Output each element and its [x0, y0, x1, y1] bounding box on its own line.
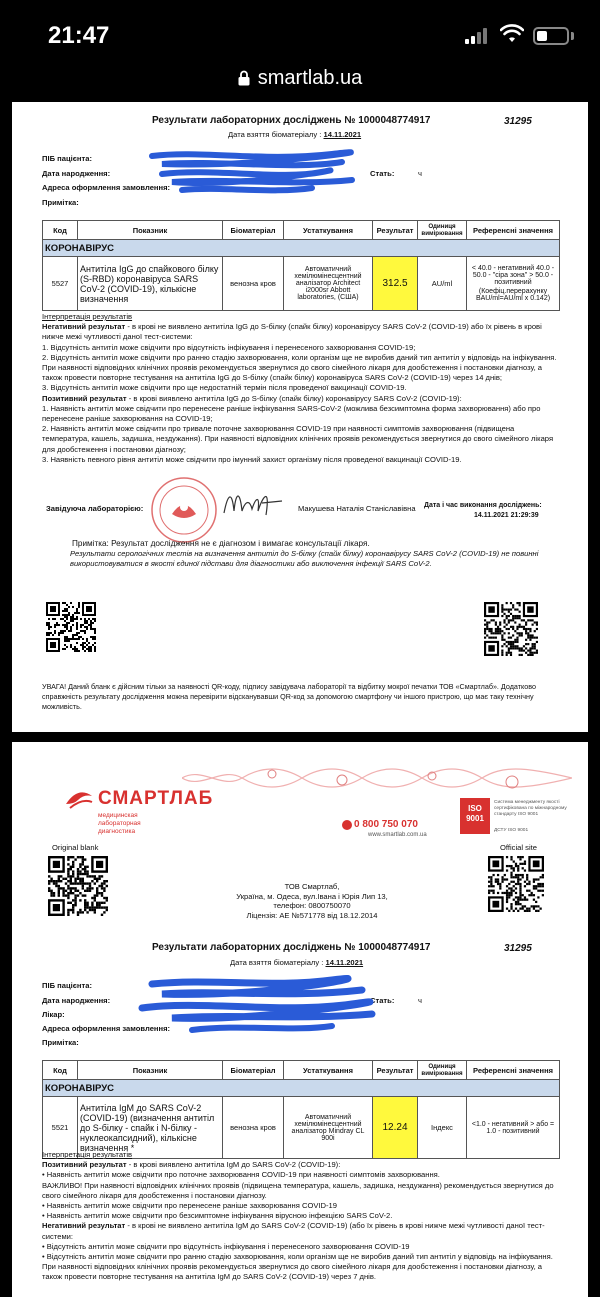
qr-code-official-site	[488, 856, 544, 912]
collect-date-value: 14.11.2021	[325, 958, 364, 967]
collect-date-row	[228, 130, 361, 139]
section-row	[43, 1080, 560, 1097]
positive-text: - в крові виявлено антитіла IgM до SARS CoV-2 (COVID-19):	[126, 1160, 341, 1170]
lock-icon	[238, 70, 250, 86]
field-patient-name: ПІБ пацієнта:	[42, 154, 92, 163]
section-title: КОРОНАВІРУС	[43, 240, 560, 257]
list-item: 1. Наявність антитіл може свідчити про перенесене раніше інфікування SARS-CoV-2 (можлива безсимптомна форма захворювання) або про перенесене раніше захворювання на COVID-19;	[42, 403, 541, 424]
cell-indicator: Антитіла IgG до спайкового білку (S-RBD) коронавіруса SARS CoV-2 (COVID-19), кількісне визначення	[78, 257, 223, 311]
positive-heading: Позитивний результат	[42, 1160, 127, 1170]
collect-date-row	[230, 958, 363, 967]
signature	[222, 487, 284, 521]
negative-heading: Негативний результат	[42, 1221, 126, 1231]
iso-badge: ISO 9001	[460, 798, 490, 834]
brand-logo-icon	[64, 786, 94, 810]
cell-code: 5527	[43, 257, 78, 311]
col-biomaterial: Біоматеріал	[223, 221, 284, 240]
sex-value: ч	[418, 996, 422, 1005]
sex-label: Стать:	[370, 996, 395, 1005]
clock: 21:47	[48, 22, 110, 49]
completion-value: 14.11.2021 21:29:39	[474, 512, 539, 519]
reference-values: < 40.0 - негативний 40.0 - 50.0 - "сіра зона" > 50.0 - позитивний	[471, 265, 555, 286]
list-item: • Відсутність антитіл може свідчити про відсутність інфікування і перенесеного захворювання COVID-19	[42, 1241, 410, 1251]
lab-seal-stamp	[150, 476, 218, 544]
wifi-icon	[500, 24, 524, 44]
report-code: 31295	[504, 943, 532, 954]
cell-code: 5521	[43, 1097, 78, 1159]
col-result: Результат	[373, 1061, 418, 1080]
list-item: 1. Відсутність антитіл може свідчити про відсутність інфікування і перенесеного захворювання COVID-19;	[42, 342, 416, 352]
company-name: ТОВ Смартлаб,	[284, 882, 340, 891]
table-header-row	[43, 1061, 560, 1080]
cell-unit: Індекс	[418, 1097, 467, 1159]
list-item: 3. Відсутність антитіл може свідчити про ще недостатній термін після проведеної вакцинації COVID-19.	[42, 383, 407, 393]
col-reference: Референсні значення	[467, 221, 560, 240]
col-code: Код	[43, 1061, 78, 1080]
list-item: При наявності відповідних клінічних проявів рекомендується звернутися до свого сімейного лікаря для дообстеження і постановки діагнозу, а також провести повторне тестування на антитіла IgM до SARS CoV-2 (COVID-19) через 7 днів.	[42, 1262, 543, 1282]
section-row	[43, 240, 560, 257]
report-code: 31295	[504, 116, 532, 127]
list-item: ВАЖЛИВО! При наявності відповідних клінічних проявів (підвищена температура, кашель, задишка, нездужання) рекомендується звернутися до свого сімейного лікаря для дообстеження і постановки діагнозу.	[42, 1180, 554, 1200]
positive-text: - в крові виявлено антитіла IgG до S-білку (спайк білку) коронавірусу SARS CoV-2 (COVID-19):	[126, 393, 462, 403]
cell-reference: <1.0 - негативний > або = 1.0 - позитивний	[467, 1097, 560, 1159]
lab-head-name: Макушева Наталія Станіславівна	[298, 504, 416, 513]
section-title: КОРОНАВІРУС	[43, 1080, 560, 1097]
address-bar[interactable]	[0, 60, 600, 100]
report-title: Результати лабораторних досліджень № 1000048774917	[152, 115, 431, 126]
field-order-address: Адреса оформлення замовлення:	[42, 183, 171, 192]
lab-report-page-2	[12, 742, 588, 1297]
col-unit: Одиниця вимірювання	[418, 221, 467, 240]
list-item: • Наявність антитіл може свідчити про безсимптомне інфікування вірусною інфекцією SARS CoV-2.	[42, 1211, 393, 1221]
negative-text: - в крові не виявлено антитіла IgM до SARS CoV-2 (COVID-19) (або їх рівень в крові нижче межі чутливості даної тест-системи:	[42, 1221, 545, 1241]
phone-number: 0 800 750 070	[354, 819, 418, 830]
positive-heading: Позитивний результат	[42, 393, 127, 403]
collect-date-label: Дата взяття біоматеріалу :	[228, 130, 324, 139]
negative-intro	[42, 1221, 560, 1241]
cell-biomaterial: венозна кров	[223, 1097, 284, 1159]
warning-text: УВАГА! Даний бланк є дійсним тільки за наявності QR-коду, підпису завідувача лабораторії та відбитку мокрої печатки ТОВ «Смартлаб». Додатково справжність результату дослідження можна перевірити відсканувавши QR-код за допомогою смартфону чи іншого пристрою, що має таку технічну можливість.	[42, 682, 537, 711]
col-equipment: Устаткування	[284, 1061, 373, 1080]
col-unit: Одиниця вимірювання	[418, 1061, 467, 1080]
redaction-scribble	[142, 144, 372, 202]
website-text: www.smartlab.com.ua	[368, 832, 427, 838]
list-item: • Відсутність антитіл може свідчити про ранню стадію захворювання, коли організм ще не виробив даний тип антитіл у відповідь на інфікування.	[42, 1252, 553, 1262]
completion-label: Дата і час виконання досліджень:	[424, 502, 542, 509]
col-code: Код	[43, 221, 78, 240]
collect-date-label: Дата взяття біоматеріалу :	[230, 958, 326, 967]
cell-indicator: Антитіла IgM до SARS CoV-2 (COVID-19) (визначення антитіл до S-білку - спайк і N-білку - нуклеокапсидний), кількісне визначення *	[78, 1097, 223, 1159]
field-patient-name: ПІБ пацієнта:	[42, 981, 92, 990]
qr-code-original-blank	[48, 856, 108, 916]
interpretation-title: Інтерпретація результатів	[42, 1150, 133, 1159]
col-result: Результат	[373, 221, 418, 240]
company-phone: телефон: 0800750070	[273, 901, 351, 910]
results-table	[42, 1060, 560, 1159]
interpretation-title: Інтерпретація результатів	[42, 312, 133, 321]
brand-name: СМАРТЛАБ	[98, 788, 214, 809]
cell-equipment: Автоматичний хемілюмінесцентний аналізатор Architect i2000sr Abbott laboratories, (США)	[284, 257, 373, 311]
cell-equipment: Автоматичний хемілюмінесцентний аналізатор Mindray CL 900i	[284, 1097, 373, 1159]
cell-unit: AU/ml	[418, 257, 467, 311]
lab-report-page-1	[12, 102, 588, 732]
interpretation-block	[42, 1150, 560, 1283]
collect-date-value: 14.11.2021	[323, 130, 362, 139]
sex-value: ч	[418, 169, 422, 178]
redaction-scribble	[132, 970, 395, 1040]
status-bar	[0, 0, 600, 60]
field-note: Примітка:	[42, 198, 79, 207]
brand-subtitle: медицинская лабораторная диагностика	[98, 812, 141, 835]
col-biomaterial: Біоматеріал	[223, 1061, 284, 1080]
col-indicator: Показник	[78, 1061, 223, 1080]
url-text: smartlab.ua	[257, 67, 363, 89]
col-equipment: Устаткування	[284, 221, 373, 240]
company-address: Україна, м. Одеса, вул.Івана і Юрія Лип 13,	[236, 891, 388, 901]
positive-intro	[42, 1160, 560, 1170]
col-reference: Референсні значення	[467, 1061, 560, 1080]
results-table	[42, 220, 560, 311]
decorative-header-pattern	[182, 756, 572, 800]
battery-tip	[571, 32, 574, 40]
original-blank-label: Original blank	[52, 843, 99, 852]
serology-note: Результати серологічних тестів на визначення антитіл до S-білку (спайк білку) коронавірусу SARS CoV-2 (COVID-19) не повинні використовуватися в якості єдиної підстави для діагностики або виключення інфекції SARS CoV-2.	[70, 549, 539, 568]
negative-text: - в крові не виявлено антитіла IgG до S-білку (спайк білку) коронавірусу SARS CoV-2 (COVID-19) або їх рівень в крові нижче межі чутливості даної тест-системи:	[42, 322, 542, 342]
company-license: Ліцензія: АЕ №571778 від 18.12.2014	[246, 910, 378, 920]
cell-reference	[467, 257, 560, 311]
table-row	[43, 257, 560, 311]
sex-label: Стать:	[370, 169, 395, 178]
company-details	[182, 882, 442, 920]
official-site-label: Official site	[500, 843, 537, 852]
lab-head-label: Завідуюча лабораторією:	[46, 504, 144, 513]
cell-biomaterial: венозна кров	[223, 257, 284, 311]
positive-intro	[42, 394, 560, 404]
table-header-row	[43, 221, 560, 240]
list-item: 2. Наявність антитіл може свідчити про тривале поточне захворювання COVID-19 при наявності симптомів захворювання (підвищена температура, кашель, задишка, нездужання). При наявності відповідних клінічних проявів рекомендується звернутися до свого сімейного лікаря для дообстеження і постановки діагнозу;	[42, 424, 554, 454]
cell-result: 312.5	[373, 257, 418, 311]
battery-icon	[533, 27, 569, 45]
reference-note: (Коефіц.перерахунку BAU/ml=AU/ml x 0.142)	[475, 288, 551, 302]
cellular-signal-icon	[465, 28, 489, 44]
list-item: • Наявність антитіл може свідчити про поточне захворювання COVID-19 при наявності симптомів захворювання.	[42, 1170, 440, 1180]
negative-heading: Негативний результат	[42, 322, 126, 332]
col-indicator: Показник	[78, 221, 223, 240]
field-note: Примітка:	[42, 1038, 79, 1047]
list-item: 2. Відсутність антитіл може свідчити про ранню стадію захворювання, коли організм ще не виробив даний тип антитіл у відповідь на інфікування. При наявності відповідних клінічних проявів рекомендується звернутися до свого сімейного лікаря для дообстеження і постановки діагнозу, а також провести повторне тестування на антитіла IgG до S-білку (спайк білку) коронавіруса SARS CoV-2 (COVID-19) через 14 днів;	[42, 352, 557, 383]
list-item: 3. Наявність певного рівня антитіл може свідчити про імунний захист організму після проведеної вакцинації COVID-19.	[42, 454, 462, 464]
qr-code-left	[46, 602, 96, 652]
iso-standard: ДСТУ ISO 9001	[494, 828, 529, 833]
phone-icon	[342, 820, 352, 830]
negative-intro	[42, 322, 560, 342]
field-doctor: Лікар:	[42, 1010, 65, 1019]
interpretation-block	[42, 312, 560, 465]
cell-result: 12.24	[373, 1097, 418, 1159]
list-item: • Наявність антитіл може свідчити про перенесене раніше захворювання COVID-19	[42, 1201, 337, 1211]
report-title: Результати лабораторних досліджень № 1000048774917	[152, 942, 431, 953]
field-order-address: Адреса оформлення замовлення:	[42, 1024, 171, 1033]
field-birth-date: Дата народження:	[42, 996, 111, 1005]
field-birth-date: Дата народження:	[42, 169, 111, 178]
iso-text: Система менеджменту якості сертифікована по міжнародному стандарту ISO 9001	[494, 800, 567, 818]
qr-code-right	[484, 602, 538, 656]
disclaimer-note: Примітка: Результат дослідження не є діагнозом і вимагає консультації лікаря.	[72, 539, 370, 548]
